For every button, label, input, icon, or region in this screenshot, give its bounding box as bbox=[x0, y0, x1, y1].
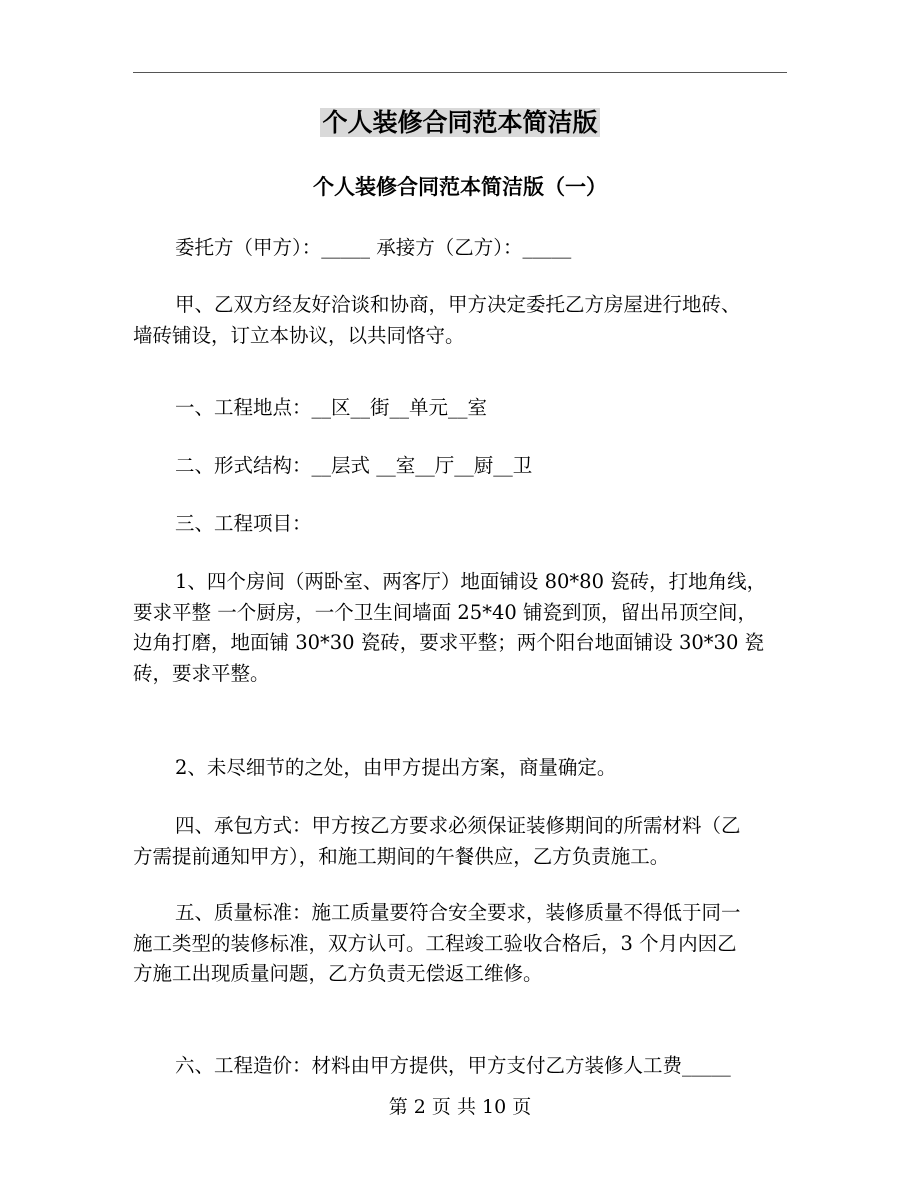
text-line: 施工类型的装修标准，双方认可。工程竣工验收合格后，3 个月内因乙 bbox=[133, 931, 737, 955]
clause-item-2 bbox=[133, 753, 793, 784]
clause-structure bbox=[133, 451, 793, 482]
clause-items-heading bbox=[133, 509, 793, 540]
text-line: 要求平整 一个厨房，一个卫生间墙面 25*40 铺瓷到顶，留出吊顶空间， bbox=[133, 600, 757, 624]
text-line: 二、形式结构：__层式 __室__厅__厨__卫 bbox=[175, 454, 533, 477]
clause-cost bbox=[133, 1051, 793, 1082]
text-line: 甲、乙双方经友好洽谈和协商，甲方决定委托乙方房屋进行地砖、 bbox=[175, 293, 741, 316]
section-title: 个人装修合同范本简洁版（一） bbox=[313, 174, 607, 199]
clause-item-1 bbox=[133, 567, 793, 689]
clause-location bbox=[133, 393, 793, 424]
text-line: 四、承包方式：甲方按乙方要求必须保证装修期间的所需材料（乙 bbox=[175, 814, 741, 837]
text-line: 边角打磨，地面铺 30*30 瓷砖，要求平整；两个阳台地面铺设 30*30 瓷 bbox=[133, 631, 765, 654]
text-line: 1、四个房间（两卧室、两客厅）地面铺设 80*80 瓷砖，打地角线， bbox=[175, 570, 767, 593]
text-line: 一、工程地点：__区__街__单元__室 bbox=[175, 396, 488, 419]
text-line: 五、质量标准：施工质量要符合安全要求，装修质量不得低于同一 bbox=[175, 901, 741, 924]
clause-quality-standard bbox=[133, 898, 793, 990]
text-line: 砖，要求平整。 bbox=[133, 661, 270, 685]
clause-contract-method bbox=[133, 811, 793, 872]
text-line: 方需提前通知甲方），和施工期间的午餐供应，乙方负责施工。 bbox=[133, 844, 670, 868]
intro-paragraph bbox=[133, 290, 793, 351]
text-line: 方施工出现质量问题，乙方负责无偿返工维修。 bbox=[133, 962, 543, 985]
header-rule bbox=[133, 72, 787, 73]
parties-paragraph bbox=[133, 233, 793, 264]
text-line: 墙砖铺设，订立本协议，以共同恪守。 bbox=[133, 323, 465, 347]
text-line: 六、工程造价：材料由甲方提供，甲方支付乙方装修人工费_____ bbox=[175, 1054, 731, 1077]
document-title: 个人装修合同范本简洁版 bbox=[322, 108, 598, 137]
page-number: 第 2 页 共 10 页 bbox=[388, 1096, 532, 1118]
text-line: 三、工程项目： bbox=[175, 512, 312, 535]
text-line: 委托方（甲方）：_____ 承接方（乙方）：_____ bbox=[175, 236, 572, 259]
text-line: 2、未尽细节的之处，由甲方提出方案，商量确定。 bbox=[175, 756, 617, 779]
